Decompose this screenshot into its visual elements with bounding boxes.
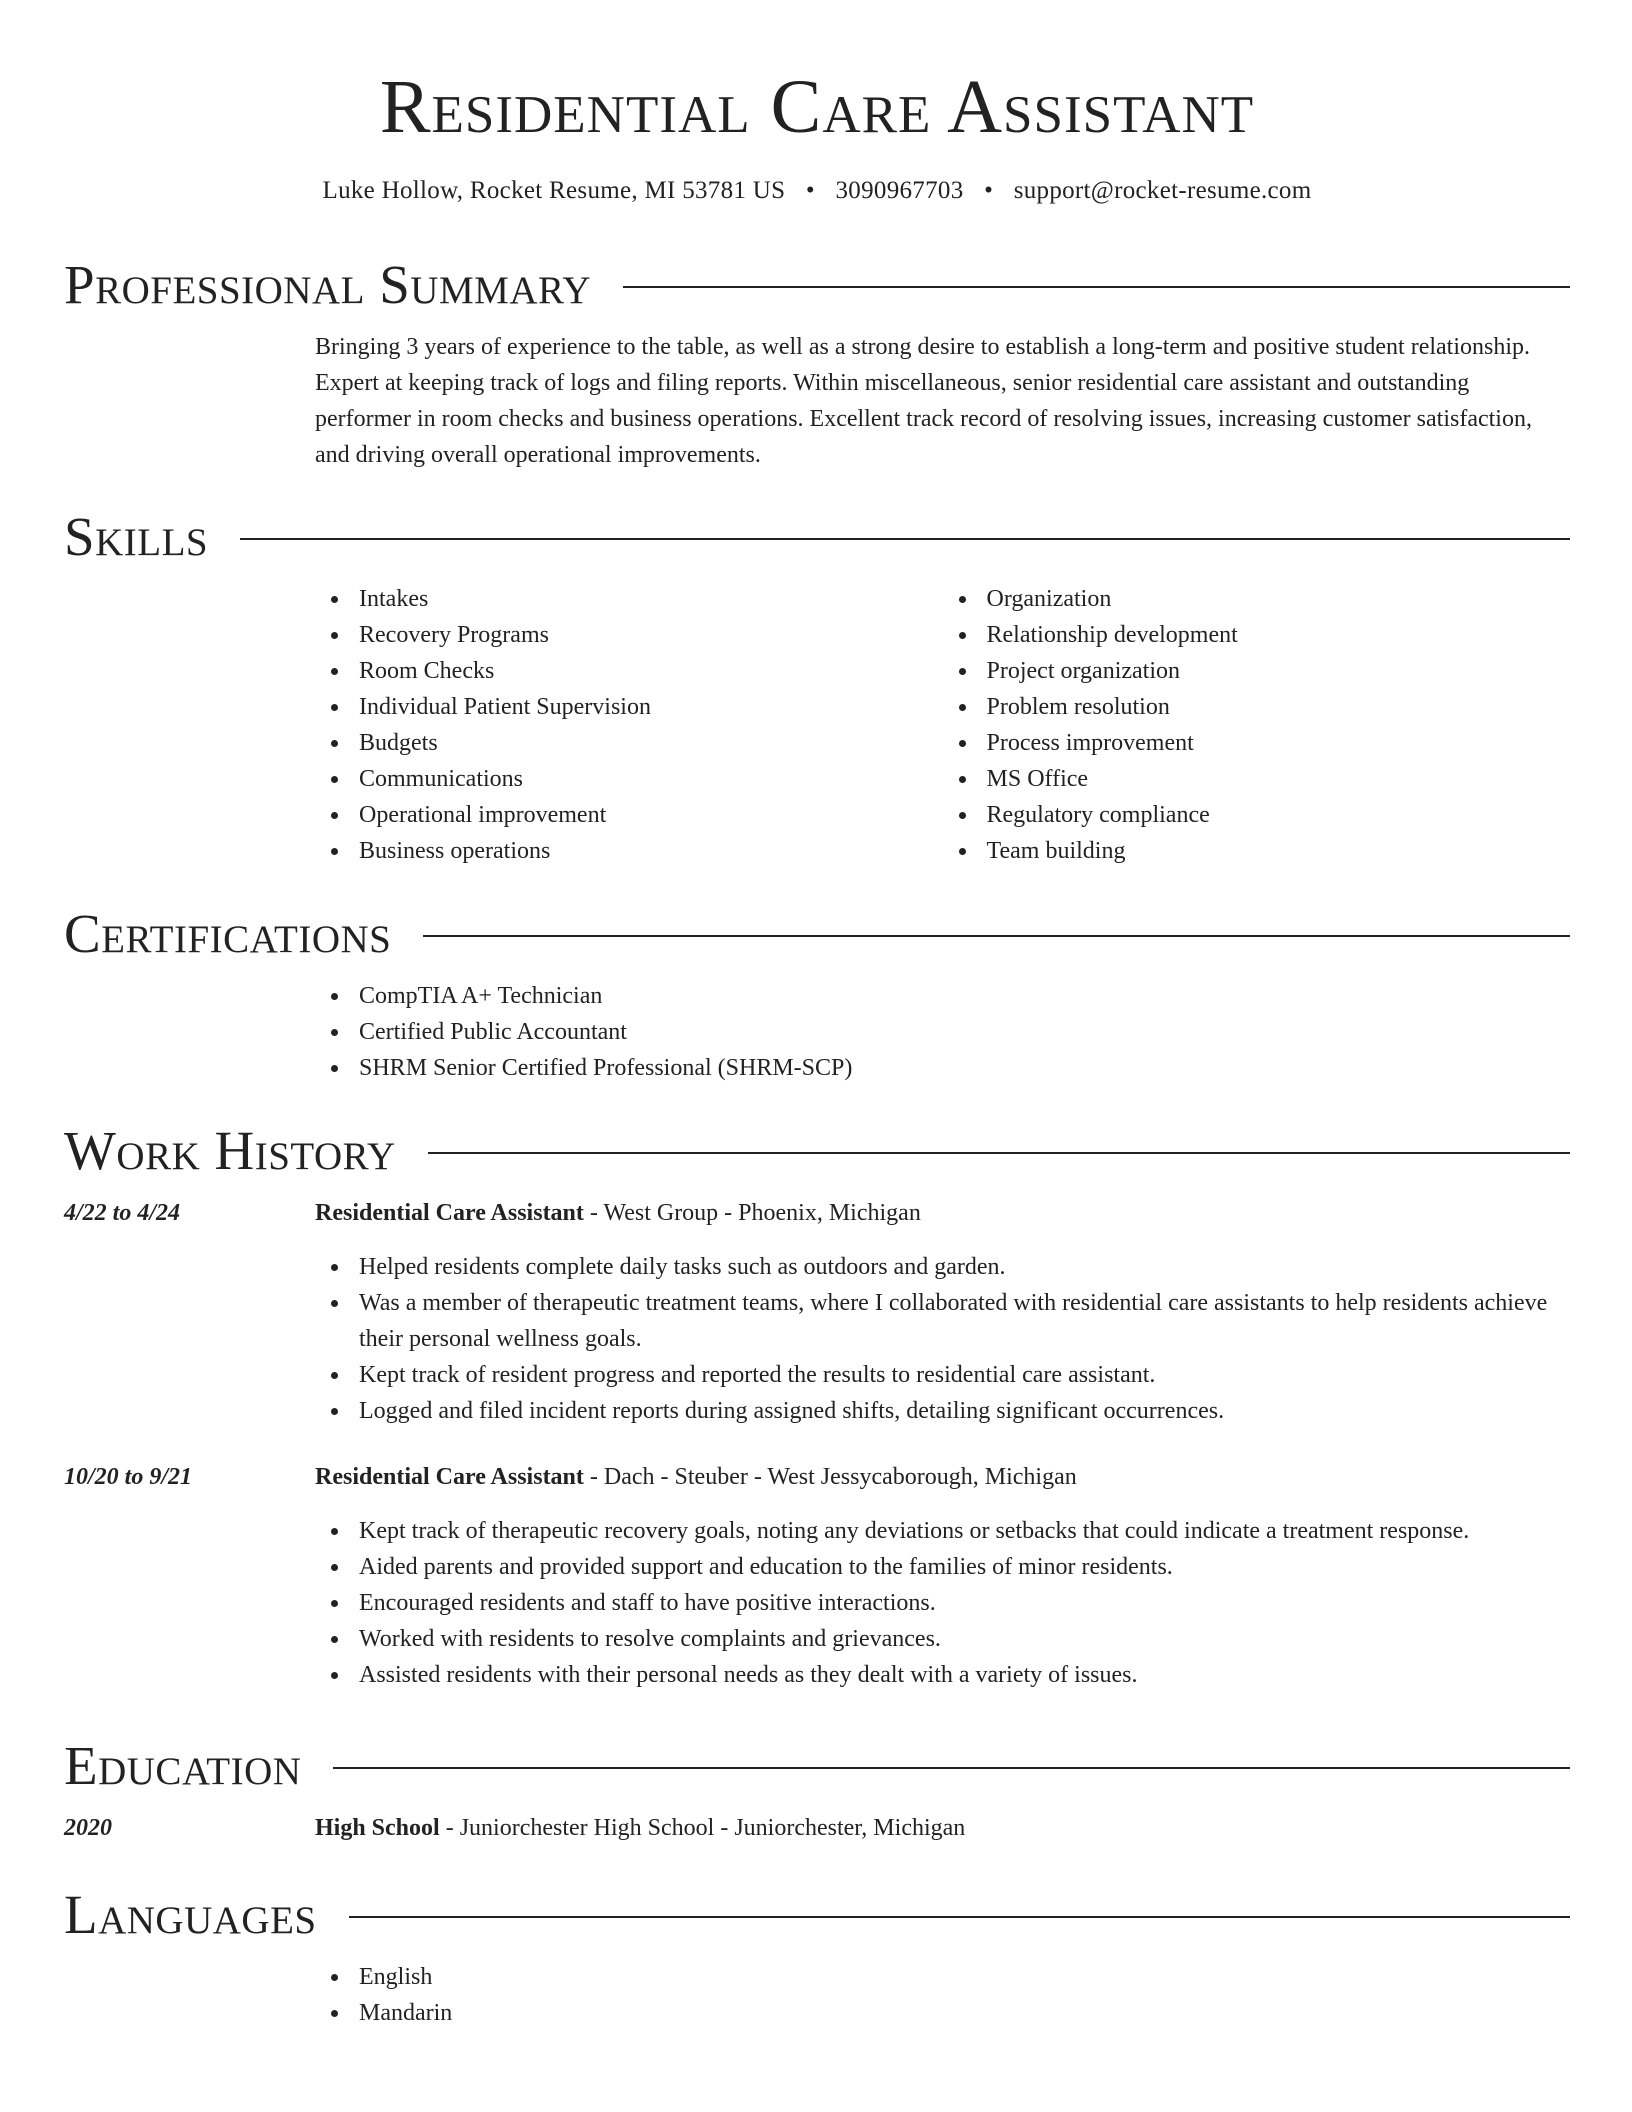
list-item: Problem resolution [987, 689, 1571, 725]
education-degree: High School [315, 1815, 440, 1841]
section-divider [333, 1767, 1570, 1769]
list-item: Business operations [359, 833, 943, 869]
list-item: Was a member of therapeutic treatment teams, where I collaborated with residential care assistants to help residents achieve their personal wellness goals. [359, 1285, 1570, 1357]
section-divider [423, 935, 1570, 937]
section-divider [623, 286, 1570, 288]
list-item: Worked with residents to resolve complaints and grievances. [359, 1621, 1570, 1657]
list-item: Intakes [359, 581, 943, 617]
skills-list-left [315, 581, 943, 869]
contact-email: support@rocket-resume.com [1013, 177, 1312, 204]
list-item: Assisted residents with their personal needs as they dealt with a variety of issues. [359, 1657, 1570, 1693]
job-dates: 10/20 to 9/21 [64, 1464, 193, 1490]
job-role: Residential Care Assistant [315, 1464, 584, 1490]
summary-text: Bringing 3 years of experience to the table, as well as a strong desire to establish a long-term and positive student relationship. Expert at keeping track of logs and filing reports. Within miscellaneous, senior residential care assistant and outstanding performer in room checks and business operations. Excellent track record of resolving issues, increasing customer satisfaction, and driving overall operational improvements. [315, 334, 1532, 468]
list-item: Process improvement [987, 725, 1571, 761]
job-details: - West Group - Phoenix, Michigan [583, 1200, 921, 1226]
list-item: Logged and filed incident reports during assigned shifts, detailing significant occurrences. [359, 1393, 1570, 1429]
list-item: Project organization [987, 653, 1571, 689]
job-title-line [315, 1195, 1570, 1231]
certifications-section [64, 902, 1570, 1086]
summary-heading: Professional Summary [64, 254, 592, 315]
contact-address: Luke Hollow, Rocket Resume, MI 53781 US [322, 177, 786, 204]
list-item: Individual Patient Supervision [359, 689, 943, 725]
skills-list-right [943, 581, 1571, 869]
work-history-section [64, 1119, 1570, 1693]
list-item: Mandarin [359, 1995, 1570, 2031]
work-history-heading: Work History [64, 1120, 396, 1181]
job-entry [64, 1195, 1570, 1429]
contact-separator: • [984, 177, 994, 204]
job-role: Residential Care Assistant [315, 1200, 584, 1226]
list-item: Budgets [359, 725, 943, 761]
languages-section [64, 1883, 1570, 2031]
education-entry [64, 1810, 1570, 1846]
resume-name: Residential Care Assistant [379, 65, 1255, 149]
list-item: Organization [987, 581, 1571, 617]
list-item: Relationship development [987, 617, 1571, 653]
job-details: - Dach - Steuber - West Jessycaborough, Michigan [583, 1464, 1077, 1490]
education-section [64, 1734, 1570, 1846]
skills-heading: Skills [64, 506, 209, 567]
section-divider [240, 538, 1570, 540]
list-item: Certified Public Accountant [359, 1014, 1570, 1050]
certifications-list [315, 978, 1570, 1086]
certifications-heading: Certifications [64, 903, 392, 964]
skills-section [64, 505, 1570, 869]
summary-section [64, 253, 1570, 473]
list-item: Helped residents complete daily tasks such as outdoors and garden. [359, 1249, 1570, 1285]
job-bullets [315, 1513, 1570, 1693]
list-item: English [359, 1959, 1570, 1995]
list-item: Team building [987, 833, 1571, 869]
section-divider [428, 1152, 1570, 1154]
languages-list [315, 1959, 1570, 2031]
list-item: Regulatory compliance [987, 797, 1571, 833]
job-bullets [315, 1249, 1570, 1429]
list-item: Communications [359, 761, 943, 797]
contact-separator: • [805, 177, 815, 204]
education-line [315, 1810, 1570, 1846]
job-entry [64, 1459, 1570, 1693]
list-item: Aided parents and provided support and education to the families of minor residents. [359, 1549, 1570, 1585]
job-dates: 4/22 to 4/24 [64, 1200, 181, 1226]
list-item: Kept track of resident progress and reported the results to residential care assistant. [359, 1357, 1570, 1393]
list-item: Kept track of therapeutic recovery goals, noting any deviations or setbacks that could indicate a treatment response. [359, 1513, 1570, 1549]
contact-line [64, 174, 1570, 208]
list-item: Recovery Programs [359, 617, 943, 653]
list-item: MS Office [987, 761, 1571, 797]
list-item: Operational improvement [359, 797, 943, 833]
list-item: Room Checks [359, 653, 943, 689]
languages-heading: Languages [64, 1884, 317, 1945]
job-title-line [315, 1459, 1570, 1495]
education-heading: Education [64, 1735, 302, 1796]
education-details: - Juniorchester High School - Juniorchester, Michigan [439, 1815, 966, 1841]
list-item: CompTIA A+ Technician [359, 978, 1570, 1014]
education-year: 2020 [64, 1815, 112, 1841]
contact-phone: 3090967703 [835, 177, 964, 204]
list-item: Encouraged residents and staff to have positive interactions. [359, 1585, 1570, 1621]
list-item: SHRM Senior Certified Professional (SHRM-SCP) [359, 1050, 1570, 1086]
section-divider [349, 1916, 1570, 1918]
